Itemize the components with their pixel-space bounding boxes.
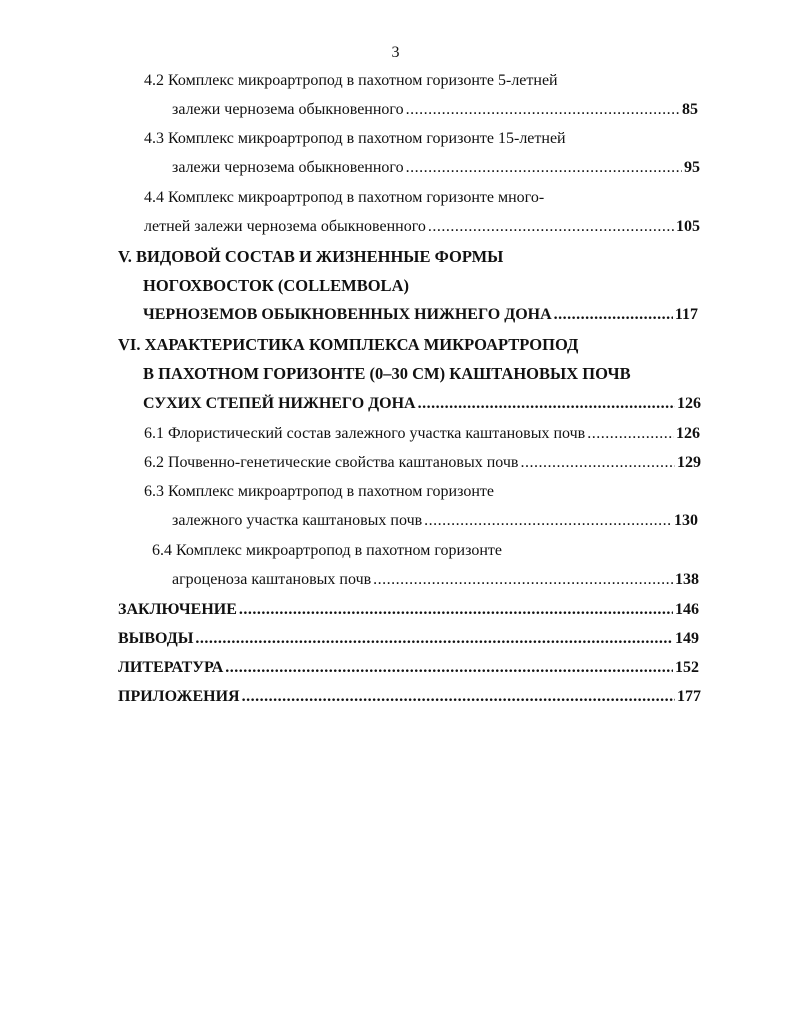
toc-leader-dots: [195, 629, 673, 649]
toc-appendices-page: 177: [677, 688, 701, 705]
toc-6-2-row: [144, 453, 701, 473]
toc-4-3-page: 95: [684, 159, 700, 176]
toc-6-2-text: 6.2 Почвенно-генетические свойства каштановых почв: [144, 454, 519, 471]
toc-appendices-text: ПРИЛОЖЕНИЯ: [118, 688, 240, 705]
toc-leader-dots: [587, 424, 674, 444]
toc-4-3-title: 4.3 Комплекс микроартропод в пахотном горизонте 15-летней: [144, 130, 566, 147]
toc-literature-text: ЛИТЕРАТУРА: [118, 659, 224, 676]
toc-ch5-text: ЧЕРНОЗЕМОВ ОБЫКНОВЕННЫХ НИЖНЕГО ДОНА: [143, 306, 552, 323]
toc-findings-row: [118, 629, 699, 649]
toc-4-4-title: 4.4 Комплекс микроартропод в пахотном горизонте много-: [144, 189, 545, 206]
toc-ch6-title-line1: VI. ХАРАКТЕРИСТИКА КОМПЛЕКСА МИКРОАРТРОПОД: [118, 335, 579, 354]
toc-conclusion-text: ЗАКЛЮЧЕНИЕ: [118, 601, 237, 618]
toc-leader-dots: [406, 100, 680, 120]
toc-4-2-page: 85: [682, 101, 698, 118]
toc-leader-dots: [418, 394, 675, 414]
toc-4-2-text: залежи чернозема обыкновенного: [172, 101, 404, 118]
page-number: 3: [391, 44, 400, 61]
toc-ch5-row: [143, 305, 698, 325]
toc-4-3-text: залежи чернозема обыкновенного: [172, 159, 404, 176]
toc-literature-row: [118, 658, 699, 678]
toc-leader-dots: [225, 658, 673, 678]
toc-leader-dots: [424, 511, 672, 531]
toc-6-4-text: агроценоза каштановых почв: [172, 571, 372, 588]
toc-leader-dots: [428, 217, 674, 237]
toc-ch6-page: 126: [677, 395, 701, 412]
toc-ch5-page: 117: [674, 306, 698, 323]
toc-leader-dots: [406, 158, 682, 178]
toc-6-1-page: 126: [676, 425, 700, 442]
toc-6-3-title: 6.3 Комплекс микроартропод в пахотном горизонте: [144, 483, 494, 500]
toc-4-4-row: [144, 217, 700, 237]
toc-leader-dots: [520, 453, 675, 473]
toc-4-2-title: 4.2 Комплекс микроартропод в пахотном горизонте 5-летней: [144, 72, 558, 89]
toc-leader-dots: [242, 687, 675, 707]
toc-4-4-text: летней залежи чернозема обыкновенного: [144, 218, 426, 235]
toc-ch6-text: СУХИХ СТЕПЕЙ НИЖНЕГО ДОНА: [143, 395, 416, 412]
toc-6-4-page: 138: [675, 571, 699, 588]
toc-leader-dots: [554, 305, 673, 325]
toc-literature-page: 152: [675, 659, 699, 676]
toc-findings-page: 149: [675, 630, 699, 647]
toc-appendices-row: [118, 687, 701, 707]
toc-6-3-text: залежного участка каштановых почв: [172, 512, 423, 529]
toc-ch6-row: [143, 394, 701, 414]
toc-4-2-row: [172, 100, 698, 120]
toc-ch6-title-line2: В ПАХОТНОМ ГОРИЗОНТЕ (0–30 СМ) КАШТАНОВЫХ ПОЧВ: [143, 364, 631, 383]
toc-conclusion-row: [118, 600, 699, 620]
toc-leader-dots: [373, 570, 673, 590]
toc-ch5-title-line1: V. ВИДОВОЙ СОСТАВ И ЖИЗНЕННЫЕ ФОРМЫ: [118, 247, 504, 266]
toc-6-4-title: 6.4 Комплекс микроартропод в пахотном горизонте: [152, 542, 502, 559]
toc-conclusion-page: 146: [675, 601, 699, 618]
toc-ch5-title-line2: НОГОХВОСТОК (COLLEMBOLA): [143, 276, 409, 295]
toc-6-1-text: 6.1 Флористический состав залежного участка каштановых почв: [144, 425, 586, 442]
toc-6-3-page: 130: [674, 512, 698, 529]
toc-leader-dots: [239, 600, 673, 620]
toc-6-1-row: [144, 424, 700, 444]
toc-4-3-row: [172, 158, 700, 178]
toc-6-4-row: [172, 570, 699, 590]
toc-6-2-page: 129: [677, 454, 701, 471]
toc-4-4-page: 105: [676, 218, 700, 235]
toc-findings-text: ВЫВОДЫ: [118, 630, 194, 647]
toc-6-3-row: [172, 511, 698, 531]
